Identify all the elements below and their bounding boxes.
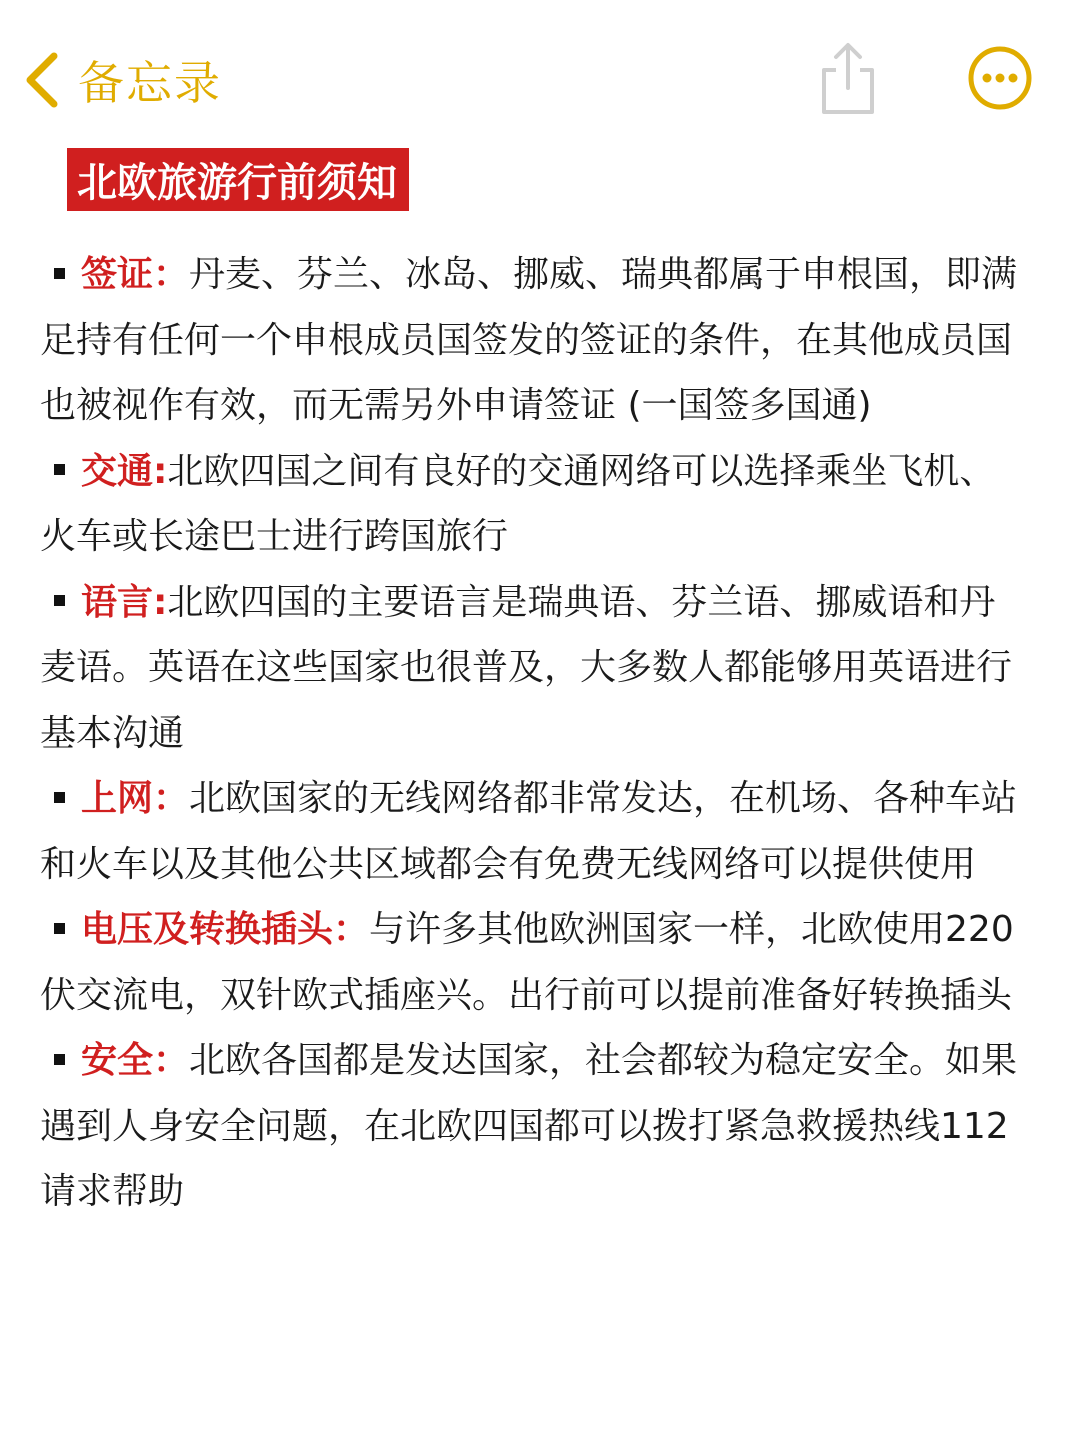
item-label: 上网：	[81, 778, 190, 819]
share-button[interactable]	[816, 40, 880, 116]
item-text: 北欧国家的无线网络都非常发达，在机场、各种车站和火车以及其他公共区域都会有免费无线网络可以提供使用	[40, 778, 1018, 885]
list-item-safety	[40, 1028, 1030, 1225]
item-text: 北欧四国的主要语言是瑞典语、芬兰语、挪威语和丹麦语。英语在这些国家也很普及，大多数人都能够用英语进行基本沟通	[40, 581, 1013, 754]
item-label: 交通:	[81, 450, 168, 492]
bullet-icon	[54, 1054, 65, 1065]
share-icon	[816, 40, 880, 116]
bullet-icon	[54, 268, 65, 279]
more-icon	[966, 44, 1034, 112]
list-item-transport	[40, 439, 1030, 570]
bullet-icon	[54, 792, 65, 803]
item-label: 安全：	[81, 1040, 190, 1081]
item-label: 签证：	[81, 254, 190, 295]
more-button[interactable]	[966, 44, 1034, 112]
note-title: 北欧旅游行前须知	[77, 160, 397, 206]
chevron-left-icon	[20, 50, 64, 110]
item-text: 北欧各国都是发达国家，社会都较为稳定安全。如果遇到人身安全问题，在北欧四国都可以拨打紧急救援热线112请求帮助	[40, 1040, 1018, 1212]
item-text: 北欧四国之间有良好的交通网络可以选择乘坐飞机、火车或长途巴士进行跨国旅行	[40, 450, 996, 557]
note-title-highlight	[67, 148, 409, 211]
bullet-icon	[54, 464, 65, 475]
bullet-icon	[54, 923, 65, 934]
item-text: 丹麦、芬兰、冰岛、挪威、瑞典都属于申根国，即满足持有任何一个申根成员国签发的签证的条件，在其他成员国也被视作有效，而无需另外申请签证 (一国签多国通)	[40, 254, 1018, 426]
item-label: 电压及转换插头：	[81, 909, 370, 950]
list-item-language	[40, 570, 1030, 767]
back-button[interactable]	[20, 42, 222, 118]
bullet-icon	[54, 595, 65, 606]
note-body[interactable]	[40, 242, 1030, 1225]
item-text: 与许多其他欧洲国家一样，北欧使用220伏交流电，双针欧式插座兴。出行前可以提前准备好转换插头	[40, 909, 1014, 1016]
navigation-bar	[0, 0, 1080, 150]
list-item-internet	[40, 766, 1030, 897]
back-label: 备忘录	[78, 56, 222, 110]
list-item-voltage	[40, 897, 1030, 1028]
list-item-visa	[40, 242, 1030, 439]
item-label: 语言:	[81, 581, 168, 623]
